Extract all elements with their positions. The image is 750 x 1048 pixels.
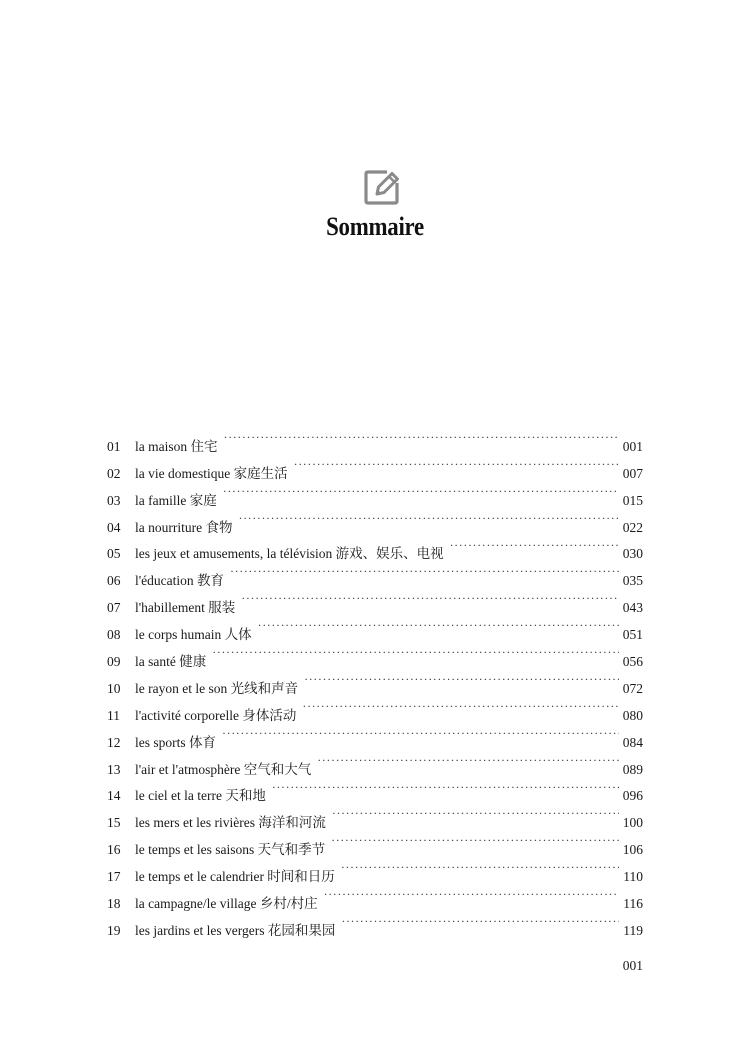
toc-entry-page: 035 bbox=[622, 573, 643, 589]
toc-entry-number: 01 bbox=[107, 438, 121, 454]
toc-entry-page: 119 bbox=[623, 922, 643, 938]
toc-entry bbox=[107, 424, 643, 454]
toc-dot-leader bbox=[241, 585, 618, 612]
toc-entry-number: 12 bbox=[107, 734, 121, 750]
toc-entry-number: 15 bbox=[107, 815, 121, 831]
toc-entry-number: 08 bbox=[107, 627, 121, 643]
table-of-contents bbox=[107, 424, 643, 938]
toc-entry-title: le temps et le calendrier 时间和日历 bbox=[135, 869, 335, 885]
toc-entry-title: les jeux et amusements, la télévision 游戏、娱乐、电视 bbox=[135, 546, 444, 562]
toc-entry-page: 056 bbox=[622, 654, 643, 670]
toc-dot-leader bbox=[450, 532, 619, 559]
toc-entry-page: 110 bbox=[623, 869, 643, 885]
toc-entry-number: 16 bbox=[107, 842, 121, 858]
toc-entry-title: les jardins et les vergers 花园和果园 bbox=[135, 922, 336, 938]
toc-entry-title: le ciel et la terre 天和地 bbox=[135, 788, 266, 804]
toc-dot-leader bbox=[222, 720, 619, 747]
toc-entry-number: 09 bbox=[107, 654, 121, 670]
toc-entry-title: les mers et les rivières 海洋和河流 bbox=[135, 815, 326, 831]
toc-entry-page: 106 bbox=[622, 842, 643, 858]
toc-entry-number: 13 bbox=[107, 761, 121, 777]
toc-entry-number: 17 bbox=[107, 869, 121, 885]
toc-dot-leader bbox=[272, 774, 619, 801]
toc-entry-number: 02 bbox=[107, 465, 121, 481]
toc-dot-leader bbox=[331, 827, 619, 854]
toc-dot-leader bbox=[230, 558, 619, 585]
toc-dot-leader bbox=[317, 747, 619, 774]
toc-entry-title: l'habillement 服装 bbox=[135, 600, 236, 616]
toc-entry-title: les sports 体育 bbox=[135, 734, 216, 750]
toc-entry-number: 06 bbox=[107, 573, 121, 589]
toc-entry-title: la santé 健康 bbox=[135, 654, 207, 670]
toc-dot-leader bbox=[212, 639, 619, 666]
toc-entry-title: la famille 家庭 bbox=[135, 492, 217, 508]
toc-entry-page: 096 bbox=[622, 788, 643, 804]
toc-entry-page: 007 bbox=[622, 465, 643, 481]
toc-entry-page: 001 bbox=[622, 438, 643, 454]
toc-entry-number: 04 bbox=[107, 519, 121, 535]
toc-entry-number: 05 bbox=[107, 546, 121, 562]
toc-entry-title: le corps humain 人体 bbox=[135, 627, 252, 643]
toc-dot-leader bbox=[224, 424, 619, 451]
toc-entry-page: 051 bbox=[622, 627, 643, 643]
toc-entry-title: la campagne/le village 乡村/村庄 bbox=[135, 896, 318, 912]
toc-dot-leader bbox=[223, 478, 619, 505]
toc-dot-leader bbox=[258, 612, 619, 639]
toc-entry-title: le rayon et le son 光线和声音 bbox=[135, 680, 299, 696]
toc-entry-title: le temps et les saisons 天气和季节 bbox=[135, 842, 326, 858]
toc-entry-title: la vie domestique 家庭生活 bbox=[135, 465, 288, 481]
toc-entry-page: 030 bbox=[622, 546, 643, 562]
toc-entry-number: 19 bbox=[107, 922, 121, 938]
toc-entry-number: 10 bbox=[107, 680, 121, 696]
toc-entry-title: la maison 住宅 bbox=[135, 438, 218, 454]
toc-dot-leader bbox=[238, 505, 618, 532]
edit-note-icon bbox=[363, 168, 401, 206]
toc-entry-number: 07 bbox=[107, 600, 121, 616]
toc-entry-page: 089 bbox=[622, 761, 643, 777]
toc-dot-leader bbox=[302, 693, 618, 720]
toc-entry-title: l'air et l'atmosphère 空气和大气 bbox=[135, 761, 312, 777]
toc-dot-leader bbox=[304, 666, 619, 693]
toc-dot-leader bbox=[341, 908, 619, 935]
toc-entry-page: 022 bbox=[622, 519, 643, 535]
toc-entry-page: 072 bbox=[622, 680, 643, 696]
toc-entry-page: 100 bbox=[622, 815, 643, 831]
toc-entry-number: 11 bbox=[107, 707, 120, 723]
toc-entry-page: 084 bbox=[622, 734, 643, 750]
page-title: Sommaire bbox=[326, 212, 424, 241]
toc-entry-page: 015 bbox=[622, 492, 643, 508]
toc-dot-leader bbox=[324, 881, 620, 908]
toc-entry-page: 043 bbox=[622, 600, 643, 616]
toc-entry-title: l'activité corporelle 身体活动 bbox=[135, 707, 297, 723]
toc-entry-number: 18 bbox=[107, 896, 121, 912]
toc-entry-title: la nourriture 食物 bbox=[135, 519, 233, 535]
toc-dot-leader bbox=[341, 854, 619, 881]
toc-entry-title: l'éducation 教育 bbox=[135, 573, 225, 589]
toc-entry-number: 03 bbox=[107, 492, 121, 508]
toc-dot-leader bbox=[294, 451, 619, 478]
toc-dot-leader bbox=[332, 800, 619, 827]
toc-entry-page: 080 bbox=[622, 707, 643, 723]
toc-entry-page: 116 bbox=[623, 896, 643, 912]
page-number: 001 bbox=[622, 958, 643, 973]
toc-entry-number: 14 bbox=[107, 788, 121, 804]
